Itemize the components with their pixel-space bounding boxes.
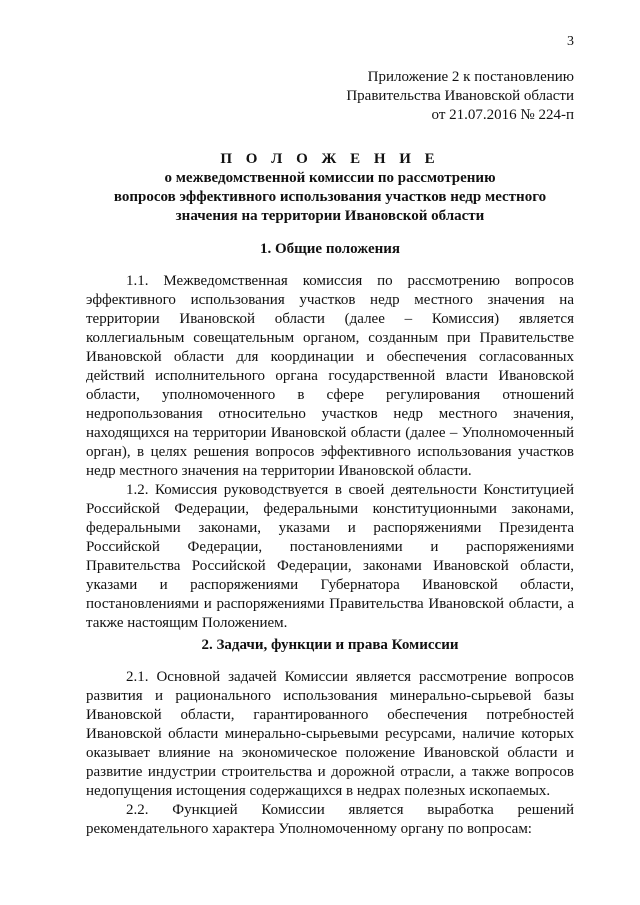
document-title: П О Л О Ж Е Н И Е xyxy=(220,151,440,167)
section-1-paragraph-1: 1.1. Межведомственная комиссия по рассмотрению вопросов эффективного использования участков недр местного значения на территории Ивановской области (далее – Комиссия) является коллегиальным совещательным органом, созданным при Правительстве Ивановской области для координации и обеспечения согласованных действий исполнительного органа государственной власти Ивановской области, уполномоченного в сфере регулирования отношений недропользования относительно участков недр местного значения, находящихся на территории Ивановской области (далее – Уполномоченный орган), в целях решения вопросов эффективного использования участков недр местного значения на территории Ивановской области. xyxy=(86,273,574,479)
section-2-paragraph-2: 2.2. Функцией Комиссии является выработка решений рекомендательного характера Уполномоченному органу по вопросам: xyxy=(86,802,574,837)
document-title-block xyxy=(86,150,574,226)
document-subtitle-line-3: значения на территории Ивановской области xyxy=(175,208,485,224)
document-subtitle-line-2: вопросов эффективного использования участков недр местного xyxy=(113,189,547,205)
section-2-paragraph-1: 2.1. Основной задачей Комиссии является рассмотрение вопросов развития и рационального использования минерально-сырьевой базы Ивановской области, гарантированного обеспечения потребностей Ивановской области минерально-сырьевыми ресурсами, наличие которых оказывает влияние на экономическое положение Ивановской области и развитие индустрии строительства и дорожной отрасли, а также вопросов недопущения истощения содержащихся в недрах полезных ископаемых. xyxy=(86,669,574,799)
appendix-line-1: Приложение 2 к постановлению xyxy=(367,69,574,85)
appendix-line-3: от 21.07.2016 № 224-п xyxy=(431,107,574,123)
section-2-heading: 2. Задачи, функции и права Комиссии xyxy=(201,637,459,653)
section-1-paragraph-2: 1.2. Комиссия руководствуется в своей деятельности Конституцией Российской Федерации, федеральными конституционными законами, федеральными законами, указами и распоряжениями Президента Российской Федерации, постановлениями и распоряжениями Правительства Российской Федерации, законами Ивановской области, указами и распоряжениями Губернатора Ивановской области, постановлениями и распоряжениями Правительства Ивановской области, а также настоящим Положением. xyxy=(86,482,574,631)
page-number: 3 xyxy=(567,34,574,49)
section-1-heading: 1. Общие положения xyxy=(259,241,401,257)
appendix-reference xyxy=(346,68,574,125)
document-subtitle-line-1: о межведомственной комиссии по рассмотрению xyxy=(164,170,496,186)
appendix-line-2: Правительства Ивановской области xyxy=(346,88,574,104)
